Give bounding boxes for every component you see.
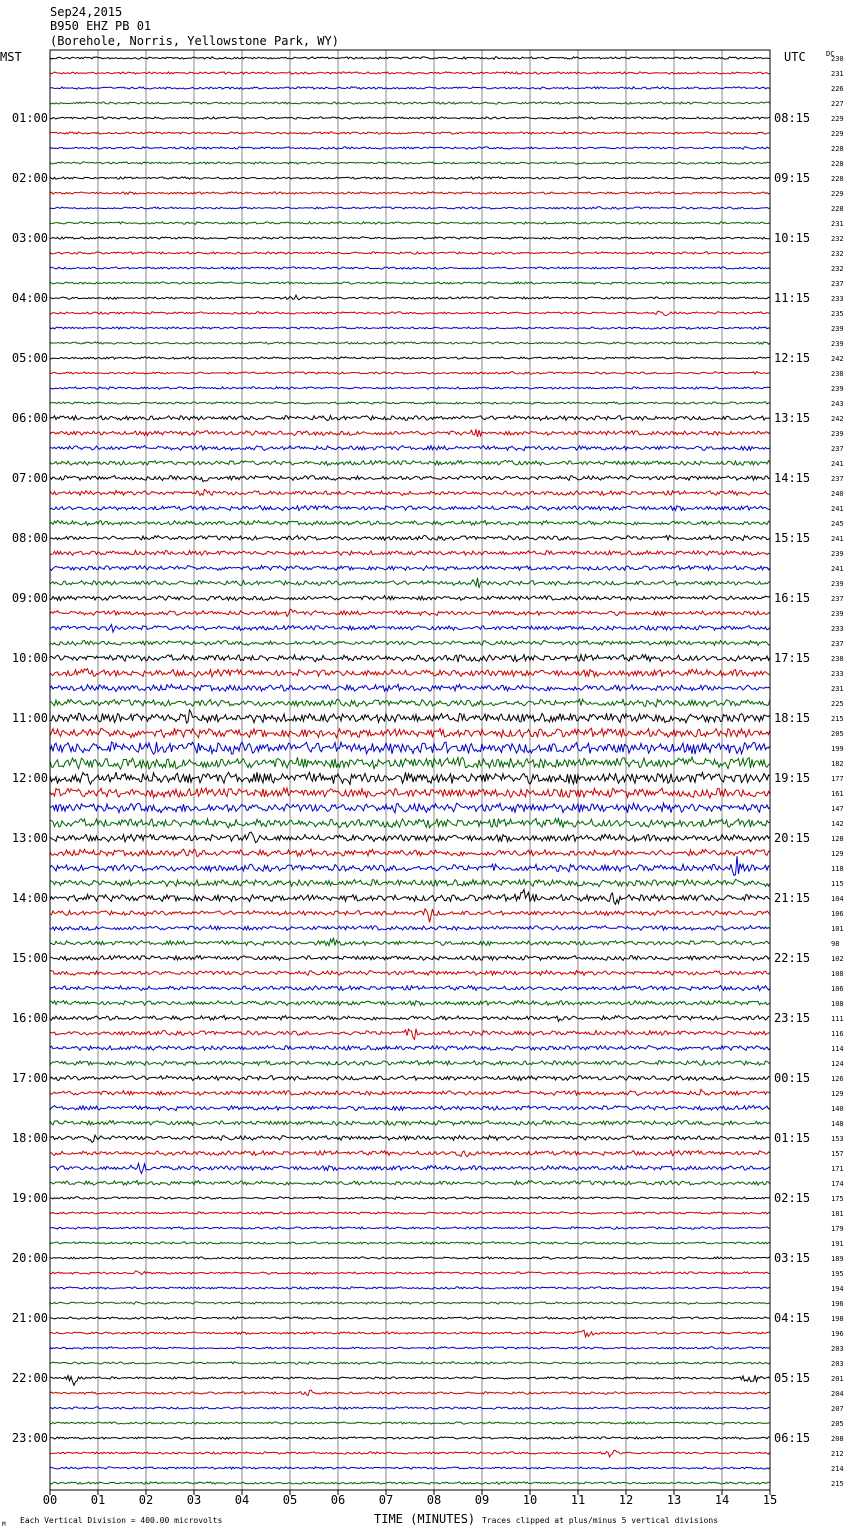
- left-hour-label: 03:00: [11, 231, 48, 245]
- dc-offset-label: 229: [831, 130, 844, 138]
- seismic-trace: [50, 177, 770, 180]
- left-hour-label: 12:00: [11, 771, 48, 785]
- right-hour-label: 14:15: [774, 471, 811, 485]
- seismic-trace: [50, 551, 770, 556]
- seismic-trace: [50, 357, 770, 359]
- seismic-trace: [50, 72, 770, 74]
- seismic-trace: [50, 757, 770, 769]
- seismic-trace: [50, 535, 770, 540]
- right-hour-label: 18:15: [774, 711, 811, 725]
- seismic-trace: [50, 207, 770, 210]
- seismic-trace: [50, 742, 770, 754]
- left-hour-label: 17:00: [11, 1071, 48, 1085]
- dc-offset-label: 108: [831, 970, 844, 978]
- x-tick-label: 05: [282, 1493, 298, 1507]
- dc-offset-label: 214: [831, 1465, 844, 1473]
- dc-offset-label: 229: [831, 115, 844, 123]
- x-tick-label: 09: [474, 1493, 490, 1507]
- seismic-trace: [50, 566, 770, 571]
- dc-offset-label: 242: [831, 415, 844, 423]
- seismic-trace: [50, 1121, 770, 1126]
- dc-offset-label: 227: [831, 100, 844, 108]
- seismic-trace: [50, 1242, 770, 1244]
- seismic-trace: [50, 267, 770, 269]
- seismic-trace: [50, 489, 770, 495]
- seismic-trace: [50, 596, 770, 601]
- dc-offset-label: 239: [831, 580, 844, 588]
- dc-offset-label: 129: [831, 1090, 844, 1098]
- left-hour-label: 21:00: [11, 1311, 48, 1325]
- dc-offset-label: 102: [831, 955, 844, 963]
- left-hour-label: 14:00: [11, 891, 48, 905]
- seismic-trace: [50, 1347, 770, 1350]
- left-hour-label: 04:00: [11, 291, 48, 305]
- dc-offset-label: 140: [831, 1105, 844, 1113]
- dc-offset-label: 232: [831, 250, 844, 258]
- dc-offset-label: 239: [831, 430, 844, 438]
- seismic-traces: [50, 57, 770, 1485]
- dc-offset-label: 157: [831, 1150, 844, 1158]
- seismic-trace: [50, 1163, 770, 1173]
- seismic-trace: [50, 1257, 770, 1259]
- left-hour-label: 07:00: [11, 471, 48, 485]
- dc-offset-label: 174: [831, 1180, 844, 1188]
- dc-offset-label: 228: [831, 145, 844, 153]
- right-hour-label: 15:15: [774, 531, 811, 545]
- footer-clip-note: Traces clipped at plus/minus 5 vertical divisions: [482, 1516, 719, 1525]
- dc-offset-label: 106: [831, 985, 844, 993]
- dc-offset-label: 207: [831, 1405, 844, 1413]
- dc-offset-label: 226: [831, 85, 844, 93]
- right-hour-label: 09:15: [774, 171, 811, 185]
- dc-offset-label: 115: [831, 880, 844, 888]
- dc-offset-label: 98: [831, 940, 840, 948]
- dc-offset-label: 203: [831, 1360, 844, 1368]
- dc-offset-label: 237: [831, 445, 844, 453]
- dc-offset-label: 239: [831, 325, 844, 333]
- dc-offset-label: 189: [831, 1255, 844, 1263]
- dc-offset-label: 147: [831, 805, 844, 813]
- seismic-trace: [50, 655, 770, 663]
- dc-offset-label: 196: [831, 1300, 844, 1308]
- seismic-trace: [50, 1197, 770, 1200]
- dc-offset-label: 215: [831, 715, 844, 723]
- x-tick-label: 04: [234, 1493, 250, 1507]
- dc-offset-label: 116: [831, 1030, 844, 1038]
- dc-offset-label: 235: [831, 310, 844, 318]
- dc-offset-label: 233: [831, 670, 844, 678]
- dc-label: DC: [826, 50, 835, 58]
- x-tick-label: 13: [666, 1493, 682, 1507]
- seismic-trace: [50, 117, 770, 119]
- dc-offset-label: 126: [831, 1075, 844, 1083]
- seismic-trace: [50, 1151, 770, 1157]
- seismic-trace: [50, 252, 770, 254]
- dc-offset-label: 232: [831, 265, 844, 273]
- left-hour-label: 22:00: [11, 1371, 48, 1385]
- left-hour-label: 19:00: [11, 1191, 48, 1205]
- seismic-trace: [50, 699, 770, 707]
- seismic-trace: [50, 1029, 770, 1040]
- seismic-trace: [50, 222, 770, 225]
- dc-offset-label: 238: [831, 370, 844, 378]
- seismic-trace: [50, 521, 770, 526]
- header-station: B950 EHZ PB 01: [50, 19, 152, 33]
- seismic-trace: [50, 1046, 770, 1051]
- dc-offset-label: 106: [831, 910, 844, 918]
- dc-offset-label: 191: [831, 1240, 844, 1248]
- dc-offset-label: 241: [831, 565, 844, 573]
- dc-offset-label: 114: [831, 1045, 844, 1053]
- dc-offset-label: 201: [831, 1375, 844, 1383]
- dc-offset-label: 241: [831, 535, 844, 543]
- dc-offset-label: 231: [831, 70, 844, 78]
- dc-offset-label: 228: [831, 205, 844, 213]
- minute-gridlines: [50, 50, 770, 1490]
- seismic-trace: [50, 295, 770, 300]
- seismic-trace: [50, 986, 770, 991]
- right-hour-label: 16:15: [774, 591, 811, 605]
- dc-offset-label: 196: [831, 1330, 844, 1338]
- seismic-trace: [50, 1089, 770, 1095]
- dc-offset-label: 142: [831, 820, 844, 828]
- dc-offset-label: 205: [831, 1420, 844, 1428]
- x-tick-label: 02: [138, 1493, 154, 1507]
- seismic-trace: [50, 832, 770, 842]
- plot-border: [50, 50, 770, 1490]
- dc-offset-label: 241: [831, 460, 844, 468]
- left-hour-label: 01:00: [11, 111, 48, 125]
- seismic-trace: [50, 578, 770, 588]
- dc-offset-label: 177: [831, 775, 844, 783]
- dc-offset-label: 161: [831, 790, 844, 798]
- seismic-trace: [50, 909, 770, 922]
- seismic-trace: [50, 1106, 770, 1111]
- seismic-trace: [50, 506, 770, 511]
- dc-offset-label: 208: [831, 1435, 844, 1443]
- x-tick-label: 06: [330, 1493, 346, 1507]
- header-date: Sep24,2015: [50, 5, 123, 19]
- seismic-trace: [50, 1375, 770, 1385]
- dc-offset-label: 242: [831, 355, 844, 363]
- x-axis-title: TIME (MINUTES): [374, 1512, 476, 1526]
- seismic-trace: [50, 1450, 770, 1457]
- right-hour-label: 10:15: [774, 231, 811, 245]
- dc-offset-label: 128: [831, 835, 844, 843]
- dc-offset-label: 124: [831, 1060, 844, 1068]
- seismic-trace: [50, 1362, 770, 1365]
- seismic-trace: [50, 1076, 770, 1081]
- dc-offset-label: 225: [831, 700, 844, 708]
- right-hour-label: 08:15: [774, 111, 811, 125]
- x-tick-label: 15: [762, 1493, 778, 1507]
- seismic-trace: [50, 372, 770, 375]
- seismic-trace: [50, 710, 770, 723]
- dc-offset-label: 205: [831, 730, 844, 738]
- seismic-trace: [50, 237, 770, 239]
- seismic-trace: [50, 1135, 770, 1142]
- dc-offset-label: 233: [831, 625, 844, 633]
- seismic-trace: [50, 162, 770, 165]
- seismic-trace: [50, 147, 770, 149]
- seismic-trace: [50, 609, 770, 617]
- seismic-trace: [50, 641, 770, 646]
- dc-offset-label: 245: [831, 520, 844, 528]
- dc-offset-label: 239: [831, 385, 844, 393]
- seismic-trace: [50, 819, 770, 829]
- seismic-trace: [50, 1467, 770, 1470]
- right-hour-label: 04:15: [774, 1311, 811, 1325]
- seismic-trace: [50, 402, 770, 404]
- dc-offset-label: 231: [831, 220, 844, 228]
- dc-offset-label: 194: [831, 1285, 844, 1293]
- dc-offset-label: 215: [831, 1480, 844, 1488]
- dc-offset-label: 129: [831, 850, 844, 858]
- seismic-trace: [50, 1227, 770, 1229]
- right-hour-label: 11:15: [774, 291, 811, 305]
- x-tick-label: 10: [522, 1493, 538, 1507]
- seismic-trace: [50, 772, 770, 784]
- right-hour-label: 19:15: [774, 771, 811, 785]
- dc-offset-label: 195: [831, 1270, 844, 1278]
- right-hour-label: 05:15: [774, 1371, 811, 1385]
- dc-offset-label: 229: [831, 190, 844, 198]
- dc-offset-label: 240: [831, 490, 844, 498]
- seismic-trace: [50, 625, 770, 633]
- seismic-trace: [50, 1330, 770, 1337]
- left-hour-label: 09:00: [11, 591, 48, 605]
- seismic-trace: [50, 879, 770, 886]
- dc-offset-label: 237: [831, 475, 844, 483]
- seismic-trace: [50, 956, 770, 961]
- dc-offset-label: 230: [831, 55, 844, 63]
- seismic-trace: [50, 87, 770, 90]
- x-tick-label: 00: [42, 1493, 58, 1507]
- dc-offset-label: 148: [831, 1120, 844, 1128]
- left-hour-label: 18:00: [11, 1131, 48, 1145]
- dc-offset-label: 153: [831, 1135, 844, 1143]
- seismic-trace: [50, 669, 770, 677]
- left-timezone-label: MST: [0, 50, 22, 64]
- seismic-trace: [50, 446, 770, 451]
- seismic-trace: [50, 890, 770, 905]
- x-tick-label: 14: [714, 1493, 730, 1507]
- x-tick-label: 11: [570, 1493, 586, 1507]
- seismic-trace: [50, 684, 770, 691]
- seismic-trace: [50, 387, 770, 390]
- x-tick-label: 08: [426, 1493, 442, 1507]
- dc-offset-label: 228: [831, 160, 844, 168]
- left-hour-label: 16:00: [11, 1011, 48, 1025]
- right-hour-label: 01:15: [774, 1131, 811, 1145]
- left-hour-label: 23:00: [11, 1431, 48, 1445]
- dc-offset-label: 198: [831, 1315, 844, 1323]
- dc-offset-label: 104: [831, 895, 844, 903]
- header-location: (Borehole, Norris, Yellowstone Park, WY): [50, 34, 339, 48]
- dc-offset-label: 239: [831, 340, 844, 348]
- dc-offset-label: 108: [831, 1000, 844, 1008]
- right-hour-label: 02:15: [774, 1191, 811, 1205]
- seismic-trace: [50, 1181, 770, 1186]
- seismic-trace: [50, 327, 770, 330]
- seismic-trace: [50, 938, 770, 946]
- right-hour-label: 17:15: [774, 651, 811, 665]
- dc-offset-label: 243: [831, 400, 844, 408]
- dc-offset-label: 212: [831, 1450, 844, 1458]
- dc-offset-label: 231: [831, 685, 844, 693]
- dc-offset-label: 239: [831, 550, 844, 558]
- dc-offset-label: 101: [831, 925, 844, 933]
- seismic-trace: [50, 788, 770, 798]
- left-hour-label: 11:00: [11, 711, 48, 725]
- dc-offset-label: 204: [831, 1390, 844, 1398]
- right-hour-label: 21:15: [774, 891, 811, 905]
- dc-offset-label: 239: [831, 610, 844, 618]
- seismic-trace: [50, 102, 770, 104]
- dc-offset-label: 199: [831, 745, 844, 753]
- seismic-trace: [50, 132, 770, 134]
- seismic-trace: [50, 728, 770, 738]
- dc-offset-label: 179: [831, 1225, 844, 1233]
- right-hour-label: 20:15: [774, 831, 811, 845]
- seismic-trace: [50, 926, 770, 931]
- seismic-trace: [50, 856, 770, 875]
- right-hour-label: 13:15: [774, 411, 811, 425]
- seismic-trace: [50, 476, 770, 482]
- seismic-trace: [50, 1061, 770, 1066]
- seismic-trace: [50, 1407, 770, 1409]
- seismic-trace: [50, 57, 770, 59]
- seismic-trace: [50, 192, 770, 195]
- seismic-trace: [50, 849, 770, 857]
- corner-mark: M: [2, 1521, 6, 1528]
- dc-offset-label: 237: [831, 595, 844, 603]
- right-hour-label: 23:15: [774, 1011, 811, 1025]
- dc-offset-label: 111: [831, 1015, 844, 1023]
- dc-offset-label: 238: [831, 655, 844, 663]
- dc-offset-label: 237: [831, 280, 844, 288]
- left-hour-label: 10:00: [11, 651, 48, 665]
- dc-offset-label: 203: [831, 1345, 844, 1353]
- footer-scale-note: Each Vertical Division = 400.00 microvolts: [20, 1516, 223, 1525]
- dc-offset-label: 181: [831, 1210, 844, 1218]
- dc-offset-label: 228: [831, 175, 844, 183]
- seismic-trace: [50, 311, 770, 315]
- dc-offset-label: 233: [831, 295, 844, 303]
- right-hour-label: 12:15: [774, 351, 811, 365]
- left-hour-label: 15:00: [11, 951, 48, 965]
- seismic-trace: [50, 1390, 770, 1396]
- right-timezone-label: UTC: [784, 50, 806, 64]
- seismic-trace: [50, 430, 770, 437]
- seismic-trace: [50, 971, 770, 976]
- x-tick-label: 01: [90, 1493, 106, 1507]
- seismic-trace: [50, 461, 770, 466]
- dc-offset-label: 171: [831, 1165, 844, 1173]
- left-hour-label: 06:00: [11, 411, 48, 425]
- x-tick-label: 12: [618, 1493, 634, 1507]
- seismic-trace: [50, 1422, 770, 1425]
- seismic-trace: [50, 282, 770, 285]
- seismic-trace: [50, 1437, 770, 1439]
- left-hour-label: 05:00: [11, 351, 48, 365]
- seismic-trace: [50, 1016, 770, 1022]
- seismic-trace: [50, 1302, 770, 1305]
- seismic-trace: [50, 416, 770, 421]
- dc-offset-label: 175: [831, 1195, 844, 1203]
- left-hour-label: 02:00: [11, 171, 48, 185]
- seismic-trace: [50, 803, 770, 813]
- right-hour-label: 00:15: [774, 1071, 811, 1085]
- right-hour-label: 03:15: [774, 1251, 811, 1265]
- right-hour-label: 22:15: [774, 951, 811, 965]
- seismic-trace: [50, 1001, 770, 1006]
- dc-offset-label: 118: [831, 865, 844, 873]
- x-tick-label: 07: [378, 1493, 394, 1507]
- left-hour-label: 08:00: [11, 531, 48, 545]
- dc-offset-label: 232: [831, 235, 844, 243]
- dc-offset-label: 241: [831, 505, 844, 513]
- dc-offset-label: 182: [831, 760, 844, 768]
- seismic-trace: [50, 1482, 770, 1485]
- seismic-trace: [50, 1287, 770, 1289]
- seismic-trace: [50, 1317, 770, 1320]
- left-hour-label: 20:00: [11, 1251, 48, 1265]
- dc-offset-label: 237: [831, 640, 844, 648]
- x-tick-label: 03: [186, 1493, 202, 1507]
- right-hour-label: 06:15: [774, 1431, 811, 1445]
- seismic-trace: [50, 1271, 770, 1275]
- left-hour-label: 13:00: [11, 831, 48, 845]
- seismic-trace: [50, 342, 770, 345]
- seismic-trace: [50, 1212, 770, 1214]
